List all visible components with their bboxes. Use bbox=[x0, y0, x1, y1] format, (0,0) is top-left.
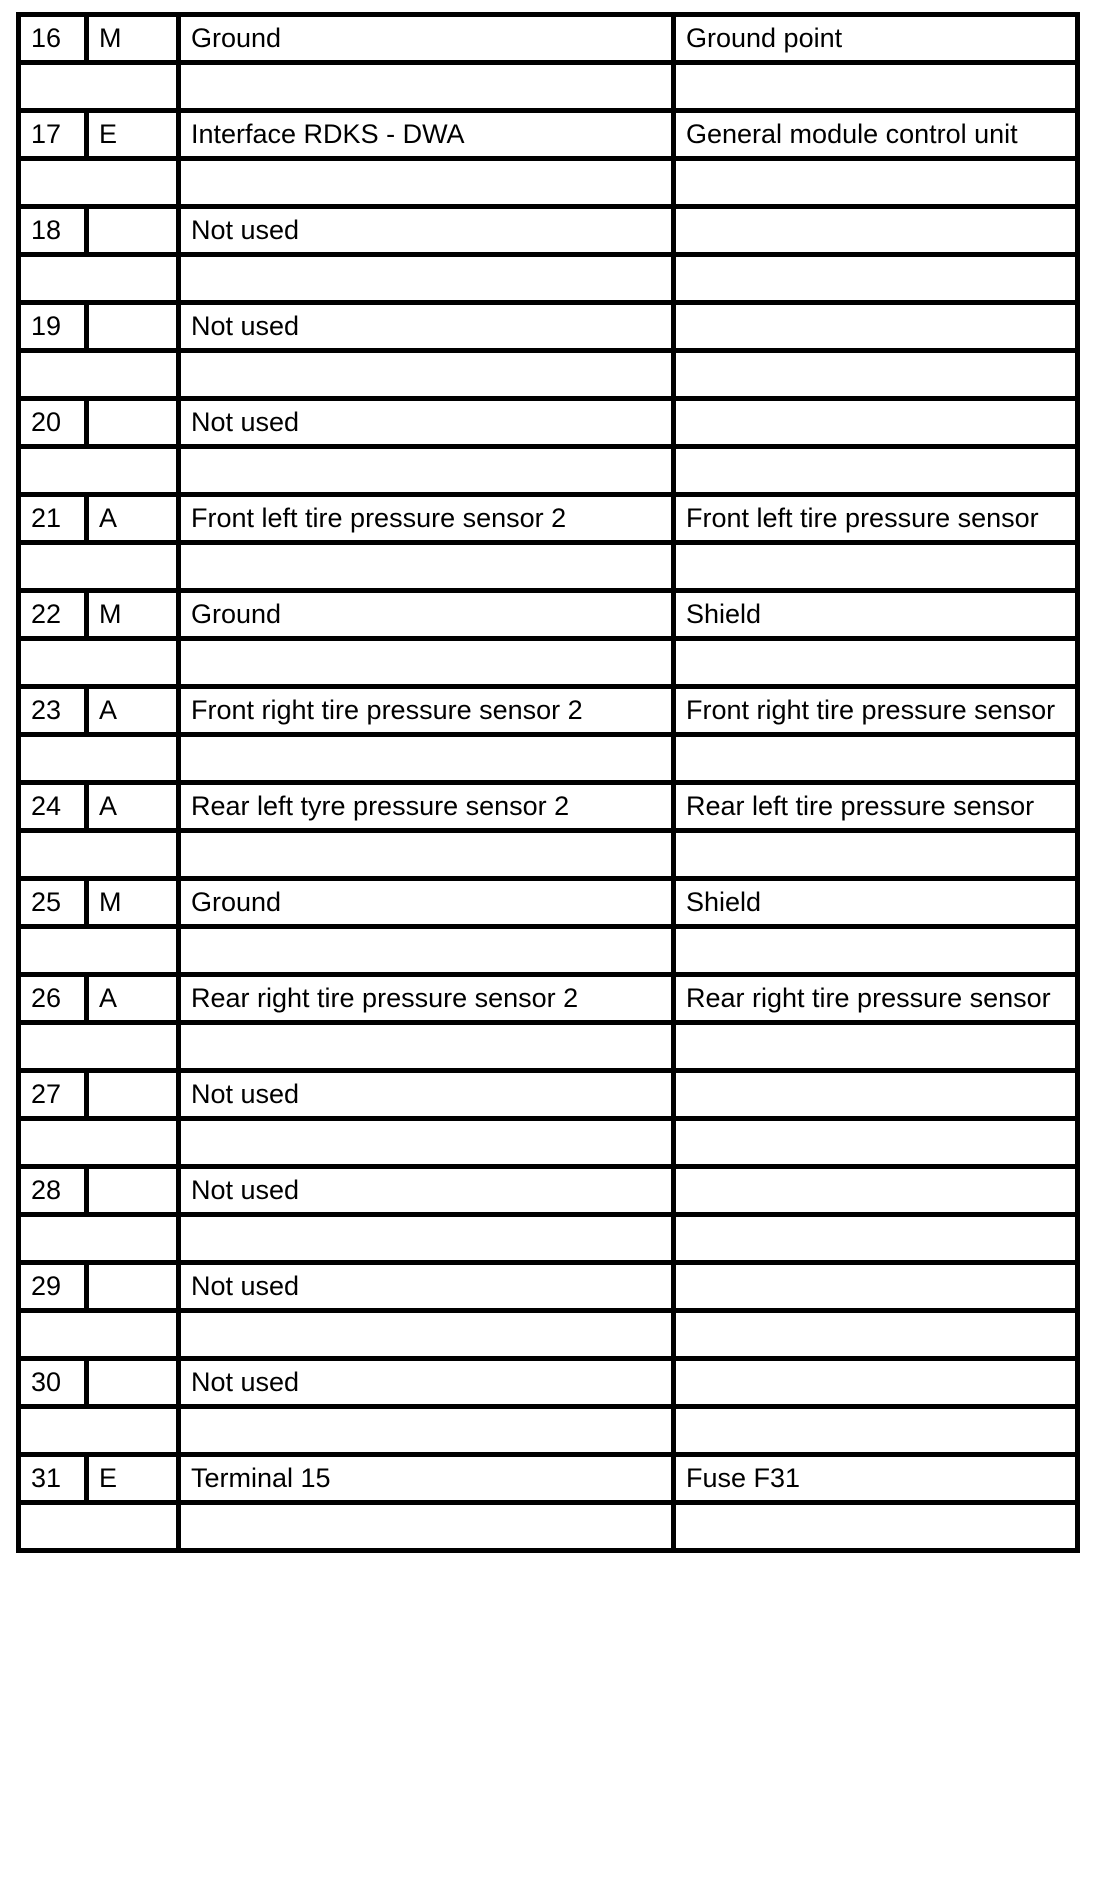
signal-type-cell: M bbox=[87, 15, 179, 63]
spacer-pin-cell bbox=[19, 1503, 179, 1551]
spacer-description-cell bbox=[179, 1023, 674, 1071]
pin-row bbox=[19, 1167, 1078, 1215]
spacer-row bbox=[19, 543, 1078, 591]
pin-row bbox=[19, 783, 1078, 831]
signal-type-cell: E bbox=[87, 1455, 179, 1503]
spacer-description-cell bbox=[179, 639, 674, 687]
pin-number-cell: 21 bbox=[19, 495, 87, 543]
spacer-row bbox=[19, 1311, 1078, 1359]
spacer-pin-cell bbox=[19, 1311, 179, 1359]
signal-type-cell: E bbox=[87, 111, 179, 159]
spacer-row bbox=[19, 255, 1078, 303]
pin-description-cell: Interface RDKS - DWA bbox=[179, 111, 674, 159]
spacer-description-cell bbox=[179, 255, 674, 303]
spacer-pin-cell bbox=[19, 831, 179, 879]
pin-number-cell: 23 bbox=[19, 687, 87, 735]
connection-cell: Rear right tire pressure sensor bbox=[674, 975, 1078, 1023]
pin-number-cell: 27 bbox=[19, 1071, 87, 1119]
pin-row bbox=[19, 591, 1078, 639]
pin-row bbox=[19, 111, 1078, 159]
pin-row bbox=[19, 1455, 1078, 1503]
pin-number-cell: 30 bbox=[19, 1359, 87, 1407]
pin-assignment-table bbox=[16, 12, 1080, 1553]
pin-description-cell: Not used bbox=[179, 1071, 674, 1119]
spacer-pin-cell bbox=[19, 639, 179, 687]
spacer-connection-cell bbox=[674, 1119, 1078, 1167]
signal-type-cell: A bbox=[87, 975, 179, 1023]
signal-type-cell: A bbox=[87, 495, 179, 543]
connection-cell: Shield bbox=[674, 879, 1078, 927]
spacer-description-cell bbox=[179, 1119, 674, 1167]
spacer-pin-cell bbox=[19, 447, 179, 495]
pin-row bbox=[19, 1071, 1078, 1119]
spacer-connection-cell bbox=[674, 735, 1078, 783]
spacer-description-cell bbox=[179, 1407, 674, 1455]
connection-cell bbox=[674, 207, 1078, 255]
connection-cell: General module control unit bbox=[674, 111, 1078, 159]
spacer-description-cell bbox=[179, 927, 674, 975]
pin-description-cell: Not used bbox=[179, 1359, 674, 1407]
spacer-connection-cell bbox=[674, 1407, 1078, 1455]
spacer-row bbox=[19, 1407, 1078, 1455]
spacer-row bbox=[19, 1503, 1078, 1551]
spacer-pin-cell bbox=[19, 927, 179, 975]
pin-description-cell: Ground bbox=[179, 879, 674, 927]
signal-type-cell bbox=[87, 1359, 179, 1407]
spacer-connection-cell bbox=[674, 255, 1078, 303]
spacer-pin-cell bbox=[19, 1215, 179, 1263]
spacer-connection-cell bbox=[674, 927, 1078, 975]
connection-cell: Front left tire pressure sensor bbox=[674, 495, 1078, 543]
signal-type-cell bbox=[87, 207, 179, 255]
connection-cell: Fuse F31 bbox=[674, 1455, 1078, 1503]
signal-type-cell: M bbox=[87, 591, 179, 639]
pin-description-cell: Rear right tire pressure sensor 2 bbox=[179, 975, 674, 1023]
pin-table-body bbox=[19, 15, 1078, 1551]
spacer-connection-cell bbox=[674, 351, 1078, 399]
pin-description-cell: Not used bbox=[179, 1167, 674, 1215]
pin-description-cell: Front right tire pressure sensor 2 bbox=[179, 687, 674, 735]
signal-type-cell bbox=[87, 303, 179, 351]
signal-type-cell: A bbox=[87, 687, 179, 735]
signal-type-cell: M bbox=[87, 879, 179, 927]
pin-number-cell: 24 bbox=[19, 783, 87, 831]
connection-cell: Ground point bbox=[674, 15, 1078, 63]
spacer-description-cell bbox=[179, 447, 674, 495]
pin-description-cell: Front left tire pressure sensor 2 bbox=[179, 495, 674, 543]
pin-row bbox=[19, 15, 1078, 63]
pin-row bbox=[19, 303, 1078, 351]
spacer-description-cell bbox=[179, 1311, 674, 1359]
pin-number-cell: 22 bbox=[19, 591, 87, 639]
spacer-row bbox=[19, 447, 1078, 495]
spacer-pin-cell bbox=[19, 255, 179, 303]
spacer-description-cell bbox=[179, 735, 674, 783]
connection-cell bbox=[674, 1263, 1078, 1311]
spacer-description-cell bbox=[179, 831, 674, 879]
connection-cell bbox=[674, 303, 1078, 351]
pin-description-cell: Rear left tyre pressure sensor 2 bbox=[179, 783, 674, 831]
spacer-pin-cell bbox=[19, 543, 179, 591]
pin-description-cell: Not used bbox=[179, 303, 674, 351]
spacer-row bbox=[19, 639, 1078, 687]
pin-row bbox=[19, 879, 1078, 927]
signal-type-cell bbox=[87, 1263, 179, 1311]
pin-row bbox=[19, 399, 1078, 447]
spacer-pin-cell bbox=[19, 63, 179, 111]
pin-description-cell: Ground bbox=[179, 15, 674, 63]
spacer-connection-cell bbox=[674, 159, 1078, 207]
pin-description-cell: Terminal 15 bbox=[179, 1455, 674, 1503]
spacer-connection-cell bbox=[674, 1311, 1078, 1359]
pin-row bbox=[19, 975, 1078, 1023]
spacer-description-cell bbox=[179, 351, 674, 399]
pin-number-cell: 17 bbox=[19, 111, 87, 159]
spacer-row bbox=[19, 63, 1078, 111]
pin-number-cell: 16 bbox=[19, 15, 87, 63]
spacer-row bbox=[19, 1215, 1078, 1263]
pin-number-cell: 29 bbox=[19, 1263, 87, 1311]
spacer-connection-cell bbox=[674, 447, 1078, 495]
signal-type-cell bbox=[87, 1071, 179, 1119]
spacer-connection-cell bbox=[674, 543, 1078, 591]
spacer-pin-cell bbox=[19, 1407, 179, 1455]
pin-number-cell: 26 bbox=[19, 975, 87, 1023]
pin-description-cell: Not used bbox=[179, 1263, 674, 1311]
spacer-description-cell bbox=[179, 1503, 674, 1551]
spacer-row bbox=[19, 1119, 1078, 1167]
spacer-connection-cell bbox=[674, 639, 1078, 687]
spacer-connection-cell bbox=[674, 1023, 1078, 1071]
spacer-row bbox=[19, 735, 1078, 783]
connection-cell bbox=[674, 1071, 1078, 1119]
spacer-pin-cell bbox=[19, 735, 179, 783]
spacer-connection-cell bbox=[674, 831, 1078, 879]
signal-type-cell bbox=[87, 399, 179, 447]
pin-row bbox=[19, 1263, 1078, 1311]
pin-number-cell: 18 bbox=[19, 207, 87, 255]
connection-cell bbox=[674, 1359, 1078, 1407]
spacer-connection-cell bbox=[674, 1215, 1078, 1263]
pin-row bbox=[19, 207, 1078, 255]
spacer-row bbox=[19, 159, 1078, 207]
connection-cell: Front right tire pressure sensor bbox=[674, 687, 1078, 735]
pin-row bbox=[19, 495, 1078, 543]
spacer-description-cell bbox=[179, 63, 674, 111]
spacer-pin-cell bbox=[19, 351, 179, 399]
pin-row bbox=[19, 687, 1078, 735]
pin-number-cell: 31 bbox=[19, 1455, 87, 1503]
signal-type-cell: A bbox=[87, 783, 179, 831]
pin-description-cell: Not used bbox=[179, 399, 674, 447]
spacer-row bbox=[19, 927, 1078, 975]
pin-description-cell: Ground bbox=[179, 591, 674, 639]
spacer-pin-cell bbox=[19, 1119, 179, 1167]
spacer-description-cell bbox=[179, 1215, 674, 1263]
spacer-row bbox=[19, 351, 1078, 399]
pin-number-cell: 25 bbox=[19, 879, 87, 927]
spacer-description-cell bbox=[179, 543, 674, 591]
spacer-pin-cell bbox=[19, 159, 179, 207]
spacer-description-cell bbox=[179, 159, 674, 207]
pin-row bbox=[19, 1359, 1078, 1407]
spacer-pin-cell bbox=[19, 1023, 179, 1071]
pin-number-cell: 28 bbox=[19, 1167, 87, 1215]
connection-cell: Rear left tire pressure sensor bbox=[674, 783, 1078, 831]
connection-cell: Shield bbox=[674, 591, 1078, 639]
connection-cell bbox=[674, 1167, 1078, 1215]
spacer-row bbox=[19, 831, 1078, 879]
spacer-connection-cell bbox=[674, 1503, 1078, 1551]
pin-number-cell: 20 bbox=[19, 399, 87, 447]
spacer-connection-cell bbox=[674, 63, 1078, 111]
spacer-row bbox=[19, 1023, 1078, 1071]
pin-number-cell: 19 bbox=[19, 303, 87, 351]
pin-description-cell: Not used bbox=[179, 207, 674, 255]
connection-cell bbox=[674, 399, 1078, 447]
signal-type-cell bbox=[87, 1167, 179, 1215]
